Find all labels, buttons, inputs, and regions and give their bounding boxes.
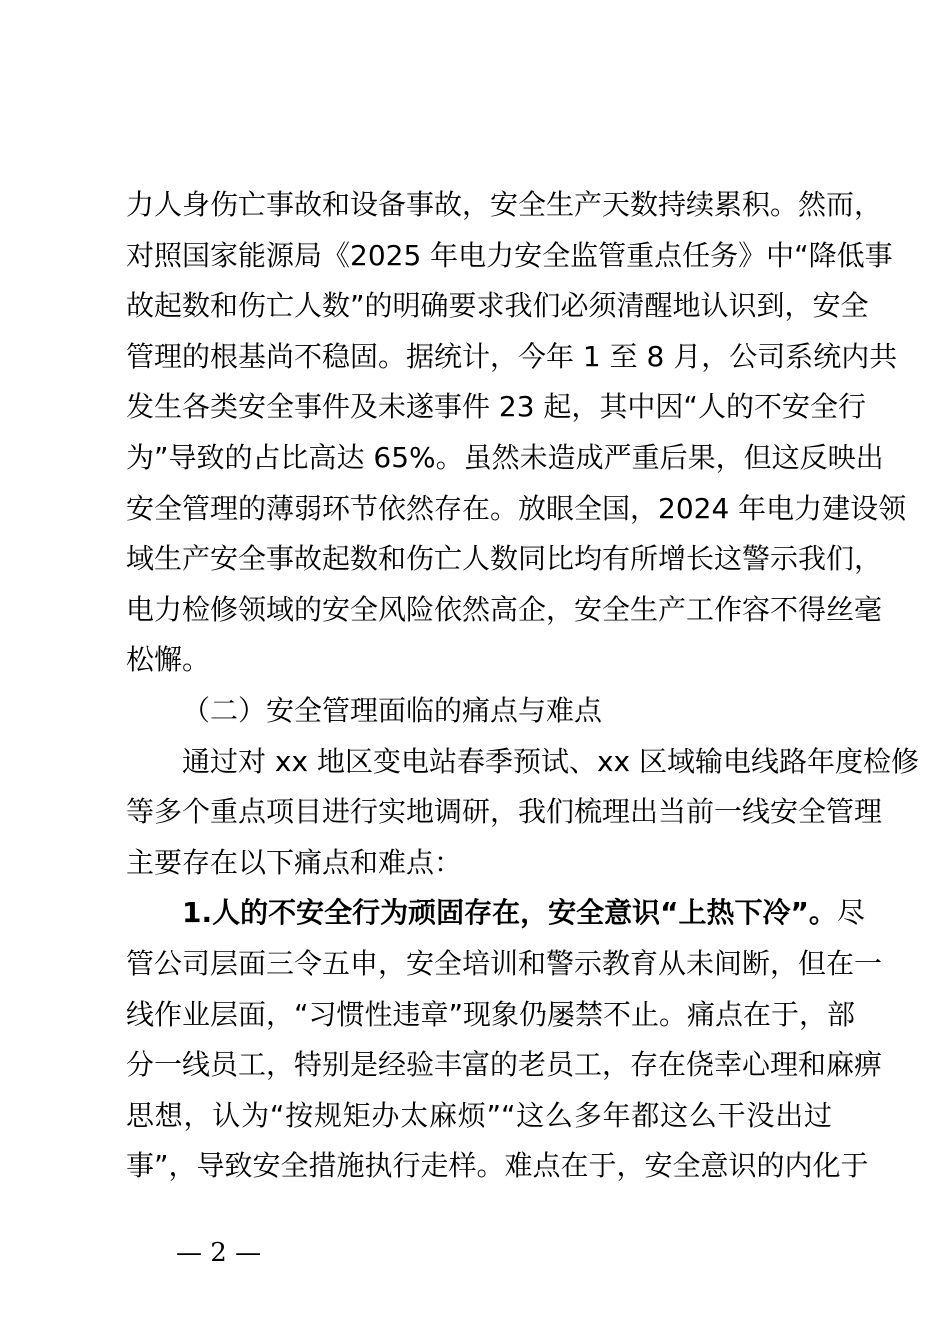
- text-line: 松懈。: [126, 643, 211, 677]
- bold-lead: 1.人的不安全行为顽固存在，安全意识“上热下冷”。: [182, 896, 837, 930]
- text-line: 等多个重点项目进行实地调研，我们梳理出当前一线安全管理: [126, 795, 883, 829]
- section-heading: [126, 686, 832, 737]
- text-line: 线作业层面，“习惯性违章”现象仍屡禁不止。痛点在于，部: [126, 997, 856, 1031]
- text-line: 管理的根基尚不稳固。据统计，今年 1 至 8 月，公司系统内共: [126, 339, 898, 373]
- paragraph-point-1: [126, 888, 883, 1192]
- text-line: 发生各类安全事件及未遂事件 23 起，其中因“人的不安全行: [126, 390, 866, 424]
- document-body: [126, 180, 919, 1192]
- text-line: 管公司层面三令五申，安全培训和警示教育从未间断，但在一: [126, 946, 883, 980]
- text-line: 分一线员工，特别是经验丰富的老员工，存在侥幸心理和麻痹: [126, 1048, 883, 1082]
- text-line: 故起数和伤亡人数”的明确要求我们必须清醒地认识到，安全: [126, 289, 869, 323]
- page-number: — 2 —: [176, 1238, 262, 1268]
- text-line: 思想，认为“按规矩办太麻烦”“这么多年都这么干没出过: [126, 1098, 832, 1132]
- heading-text: （二）安全管理面临的痛点与难点: [182, 693, 603, 727]
- lead-rest: 尽: [836, 896, 865, 930]
- text-line: 力人身伤亡事故和设备事故，安全生产天数持续累积。然而，: [126, 188, 883, 221]
- text-line: 通过对 xx 地区变电站春季预试、xx 区域输电线路年度检修: [182, 744, 919, 778]
- text-line: 对照国家能源局《2025 年电力安全监管重点任务》中“降低事: [126, 238, 893, 272]
- text-line: 主要存在以下痛点和难点：: [126, 845, 463, 879]
- text-line: 域生产安全事故起数和伤亡人数同比均有所增长这警示我们，: [126, 542, 883, 576]
- paragraph-statistics: [126, 180, 907, 686]
- paragraph-survey: [126, 737, 919, 889]
- text-line: 为”导致的占比高达 65%。虽然未造成严重后果，但这反映出: [126, 440, 884, 474]
- text-line: [126, 888, 865, 939]
- text-line: 电力检修领域的安全风险依然高企，安全生产工作容不得丝毫: [126, 592, 883, 626]
- text-line: 事”，导致安全措施执行走样。难点在于，安全意识的内化于: [126, 1149, 869, 1183]
- text-line: 安全管理的薄弱环节依然存在。放眼全国，2024 年电力建设领: [126, 491, 907, 525]
